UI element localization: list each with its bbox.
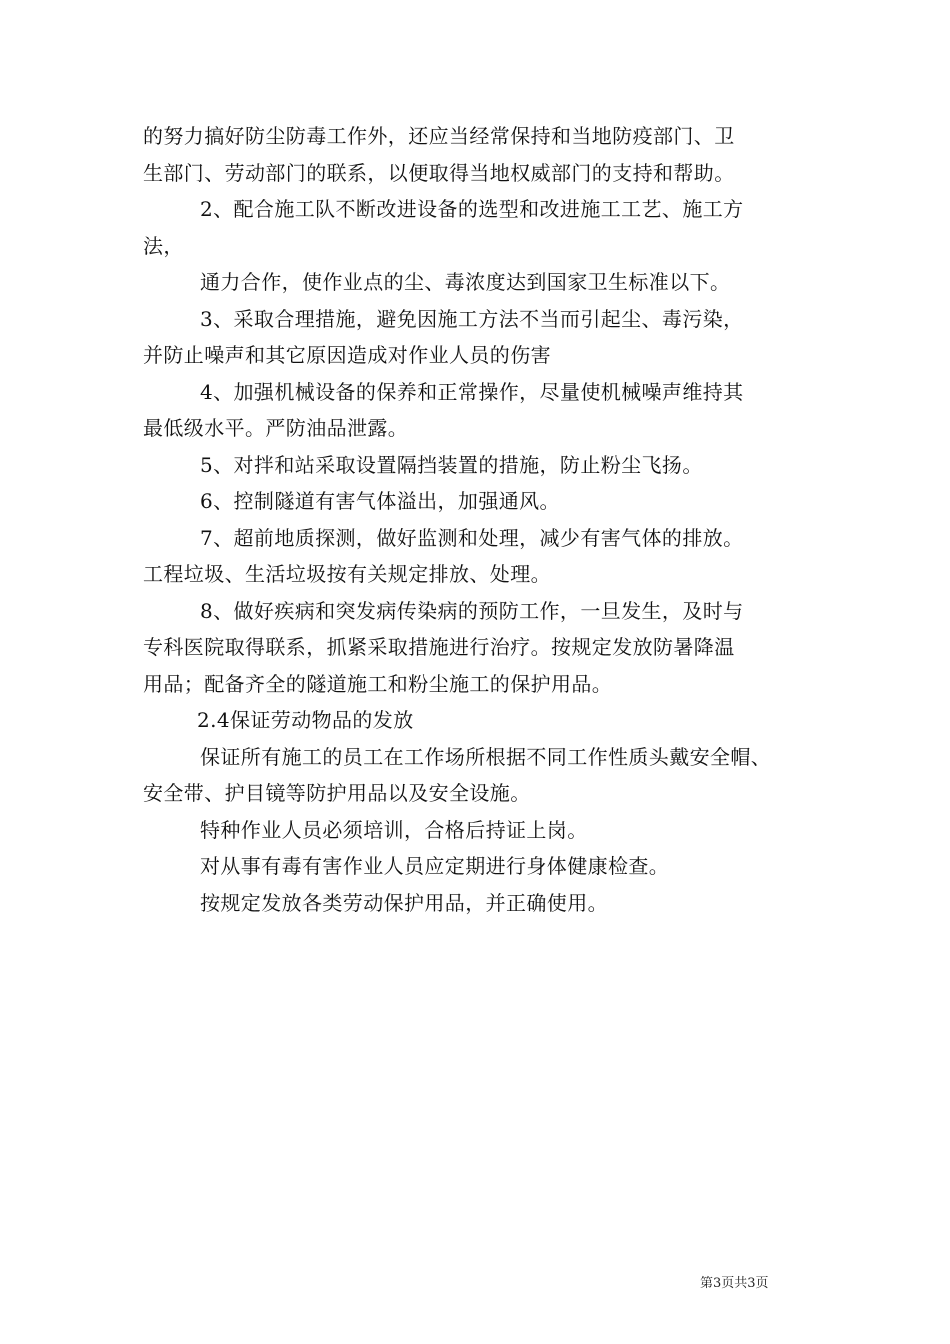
list-item-6-line: 6、控制隧道有害气体溢出，加强通风。	[200, 489, 560, 513]
body-text-line: 按规定发放各类劳动保护用品，并正确使用。	[200, 890, 608, 915]
body-text-line: 用品；配备齐全的隧道施工和粉尘施工的保护用品。	[143, 671, 613, 696]
list-item-4-line: 4、加强机械设备的保养和正常操作，尽量使机械噪声维持其	[200, 379, 744, 404]
body-text-line: 最低级水平。严防油品泄露。	[143, 416, 409, 440]
document-body	[143, 118, 823, 921]
list-item-5-line: 5、对拌和站采取设置隔挡装置的措施，防止粉尘飞扬。	[200, 452, 703, 477]
body-text-line: 特种作业人员必须培训，合格后持证上岗。	[200, 817, 588, 842]
body-text-line: 生部门、劳动部门的联系，以便取得当地权威部门的支持和帮助。	[143, 160, 735, 185]
body-text-line: 的努力搞好防尘防毒工作外，还应当经常保持和当地防疫部门、卫	[143, 124, 735, 148]
body-text-line: 法，	[143, 233, 184, 258]
section-heading: 2.4保证劳动物品的发放	[197, 708, 414, 732]
body-text-line: 并防止噪声和其它原因造成对作业人员的伤害	[143, 343, 551, 367]
list-item-3-line: 3、采取合理措施，避免因施工方法不当而引起尘、毒污染，	[200, 306, 744, 331]
body-text-line: 工程垃圾、生活垃圾按有关规定排放、处理。	[143, 562, 551, 586]
body-text-line: 安全带、护目镜等防护用品以及安全设施。	[143, 781, 531, 805]
body-text-line: 专科医院取得联系，抓紧采取措施进行治疗。按规定发放防暑降温	[143, 635, 735, 659]
list-item-2-line: 2、配合施工队不断改进设备的选型和改进施工工艺、施工方	[200, 197, 744, 221]
body-text-line: 通力合作，使作业点的尘、毒浓度达到国家卫生标准以下。	[200, 270, 731, 294]
body-text-line: 保证所有施工的员工在工作场所根据不同工作性质头戴安全帽、	[200, 744, 772, 769]
body-text-line: 对从事有毒有害作业人员应定期进行身体健康检查。	[200, 854, 670, 878]
list-item-8-line: 8、做好疾病和突发病传染病的预防工作，一旦发生，及时与	[200, 598, 744, 623]
list-item-7-line: 7、超前地质探测，做好监测和处理，减少有害气体的排放。	[200, 525, 744, 550]
page-number-footer: 第3页共3页	[700, 1276, 769, 1291]
